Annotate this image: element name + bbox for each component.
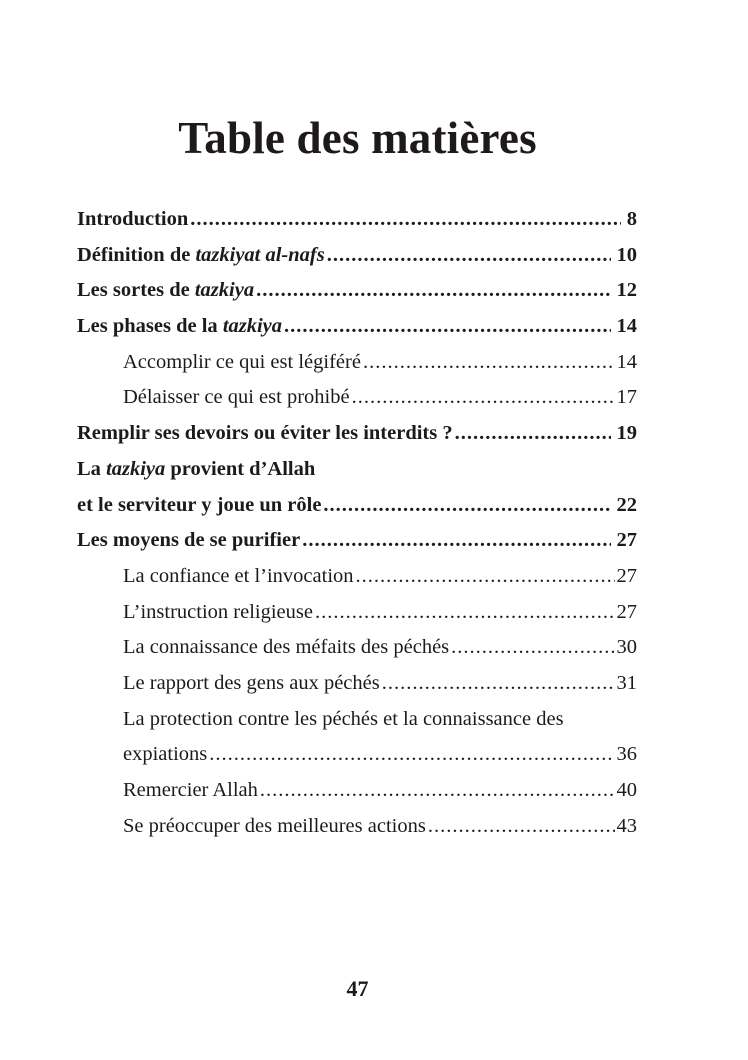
label-text: Remplir ses devoirs ou éviter les interdits ?: [77, 422, 453, 445]
label-text: L’instruction religieuse: [123, 600, 313, 623]
label-text: La protection contre les péchés et la connaissance des: [123, 707, 564, 730]
italic-term: tazkiyat al-nafs: [195, 243, 325, 266]
toc-page-number: 17: [616, 386, 637, 409]
toc-subentry[interactable]: [77, 380, 637, 416]
toc-entry-label: [123, 809, 426, 845]
toc-entry-label: [77, 523, 300, 559]
toc-entry-label: [77, 416, 453, 452]
dot-leader: [209, 737, 614, 773]
toc-entry-label: [123, 595, 313, 631]
toc-subentry[interactable]: [77, 630, 637, 666]
toc-page-number: 12: [616, 279, 637, 302]
toc-entry-label: [123, 345, 361, 381]
toc-subentry[interactable]: [77, 702, 637, 738]
toc-entry[interactable]: [77, 202, 637, 238]
toc-page-number: 14: [616, 350, 637, 373]
dot-leader: [356, 559, 615, 595]
label-text: La: [77, 457, 107, 480]
toc-entry-label: [77, 309, 282, 345]
toc-page-number: 40: [616, 779, 637, 801]
toc-entry[interactable]: [77, 416, 637, 452]
toc-subentry[interactable]: [77, 773, 637, 809]
toc-entry-label: [77, 202, 188, 238]
dot-leader: [260, 773, 615, 809]
toc-subentry[interactable]: [77, 666, 637, 702]
page-title: Table des matières: [178, 113, 537, 163]
toc-entry-label: [123, 630, 449, 666]
toc-page-number: 31: [616, 671, 637, 694]
dot-leader: [363, 345, 615, 381]
label-text: provient d’Allah: [165, 457, 316, 480]
label-text: Délaisser ce qui est prohibé: [123, 386, 350, 409]
toc-entry-label: [123, 666, 380, 702]
label-text: expiations: [123, 743, 208, 766]
toc-page-number: 43: [616, 814, 637, 837]
toc-page-number: 19: [616, 422, 637, 445]
toc-page-number: 8: [626, 208, 637, 230]
toc-entry-label: [77, 273, 254, 309]
dot-leader: [190, 202, 620, 238]
italic-term: tazkiya: [194, 279, 255, 302]
label-text: Définition de: [77, 243, 196, 266]
italic-term: tazkiya: [106, 457, 166, 480]
toc-page-number: 27: [616, 564, 637, 587]
toc-page-number: 14: [616, 315, 637, 338]
toc-page-number: 36: [616, 743, 637, 766]
label-text: Le rapport des gens aux péchés: [123, 671, 380, 694]
label-text: La connaissance des méfaits des péchés: [123, 636, 450, 659]
toc-entry[interactable]: [77, 238, 637, 274]
toc-subentry[interactable]: [77, 345, 637, 381]
dot-leader: [323, 488, 610, 524]
toc-entry-label: [77, 452, 315, 488]
label-text: La confiance et l’invocation: [123, 564, 354, 587]
dot-leader: [455, 416, 611, 452]
toc-page-number: 27: [616, 600, 637, 623]
table-of-contents: [77, 202, 637, 844]
label-text: Les phases de la: [77, 315, 223, 338]
toc-entry[interactable]: [77, 523, 637, 559]
toc-page-number: 30: [616, 636, 637, 659]
label-text: Remercier Allah: [123, 779, 258, 801]
toc-subentry[interactable]: [77, 559, 637, 595]
toc-entry-label: [123, 380, 350, 416]
toc-entry[interactable]: [77, 452, 637, 488]
page-number: 47: [346, 976, 369, 1001]
label-text: Les moyens de se purifier: [77, 529, 301, 552]
dot-leader: [302, 523, 610, 559]
toc-entry-label: [123, 737, 207, 773]
dot-leader: [315, 595, 615, 631]
label-text: Les sortes de: [77, 279, 195, 302]
dot-leader: [256, 273, 610, 309]
toc-entry-label: [77, 488, 321, 524]
toc-subentry[interactable]: [77, 737, 637, 773]
toc-entry-label: [123, 702, 564, 738]
toc-entry[interactable]: [77, 488, 637, 524]
toc-page-number: 10: [616, 243, 637, 266]
label-text: Se préoccuper des meilleures actions: [123, 814, 426, 837]
dot-leader: [451, 630, 614, 666]
toc-page-number: 22: [616, 493, 637, 516]
toc-entry[interactable]: [77, 309, 637, 345]
toc-entry-label: [123, 773, 258, 809]
toc-entry-label: [123, 559, 354, 595]
dot-leader: [382, 666, 615, 702]
dot-leader: [352, 380, 615, 416]
italic-term: tazkiya: [222, 315, 283, 338]
toc-page-number: 27: [616, 529, 637, 552]
toc-entry-label: [77, 238, 325, 274]
label-text: Introduction: [77, 208, 189, 230]
dot-leader: [327, 238, 611, 274]
label-text: Accomplir ce qui est légiféré: [123, 350, 361, 373]
toc-subentry[interactable]: [77, 809, 637, 845]
toc-subentry[interactable]: [77, 595, 637, 631]
toc-entry[interactable]: [77, 273, 637, 309]
dot-leader: [284, 309, 610, 345]
dot-leader: [428, 809, 615, 845]
label-text: et le serviteur y joue un rôle: [77, 493, 322, 516]
